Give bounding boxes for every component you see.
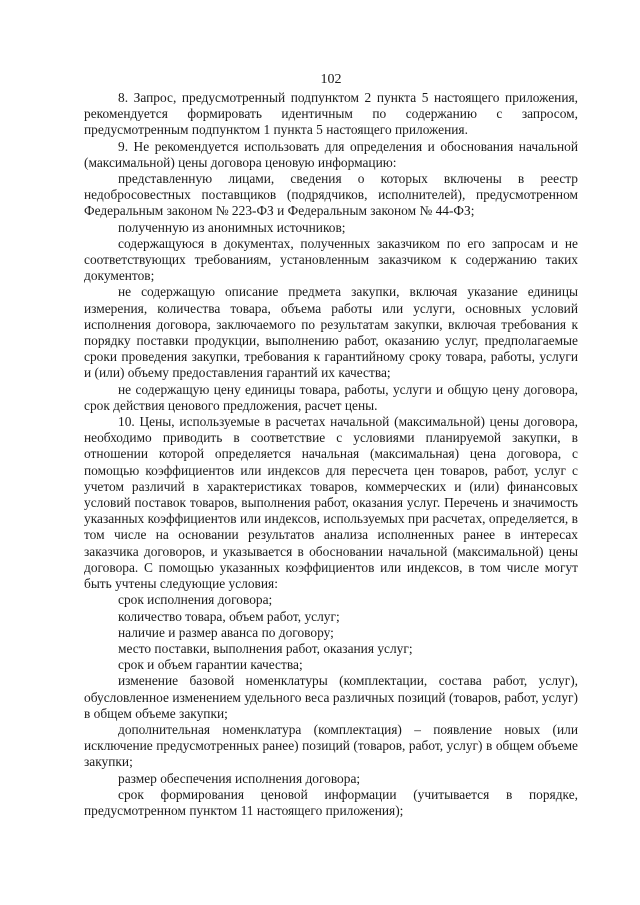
list-item: размер обеспечения исполнения договора; <box>118 770 361 786</box>
list-item: содержащуюся в документах, полученных заказчиком по его запросам и не соответствующих требованиям, установленным заказчиком к содержанию таких документов; <box>84 235 578 284</box>
list-item: срок исполнения договора; <box>118 592 273 608</box>
list-item: полученную из анонимных источников; <box>118 219 346 235</box>
list-item: дополнительная номенклатура (комплектация) – появление новых (или исключение предусмотренных ранее) позиций (товаров, работ, услуг) в общем объеме закупки; <box>84 721 578 770</box>
list-item: не содержащую цену единицы товара, работы, услуги и общую цену договора, срок действия ценового предложения, расчет цены. <box>84 381 578 413</box>
list-item: не содержащую описание предмета закупки, включая указание единицы измерения, количества товара, объема работы или услуги, основных условий исполнения договора, заключаемого по результатам закупки, включая требования к порядку поставки продукции, выполнению работ, оказанию услуг, предполагаемые сроки проведения закупки, требования к гарантийному сроку товара, работы, услуги и (или) объему предоставления гарантий их качества; <box>84 284 578 381</box>
page-number: 102 <box>320 72 342 87</box>
list-item: место поставки, выполнения работ, оказания услуг; <box>118 640 413 656</box>
list-item: представленную лицами, сведения о которых включены в реестр недобросовестных поставщиков (подрядчиков, исполнителей), предусмотренном Федеральным законом № 223-ФЗ и Федеральным законом № 44-ФЗ; <box>84 171 578 219</box>
paragraph-10: 10. Цены, используемые в расчетах начальной (максимальной) цены договора, необходимо приводить в соответствие с условиями планируемой закупки, в отношении которой определяется начальная (максимальная) цена договора, с помощью коэффициентов или индексов для пересчета цен товаров, работ, услуг с учетом различий в характеристиках товаров, коммерческих и (или) финансовых условий поставок товаров, выполнения работ, оказания услуг. Перечень и значимость указанных коэффициентов или индексов, используемых при расчетах, определяется, в том числе на основании результатов анализа исполненных ранее в интересах заказчика договоров, и указывается в обосновании начальной (максимальной) цены договора. С помощью указанных коэффициентов или индексов, в том числе могут быть учтены следующие условия: <box>84 414 578 592</box>
list-item: наличие и размер аванса по договору; <box>118 624 334 640</box>
document-body <box>84 90 578 819</box>
paragraph-9: 9. Не рекомендуется использовать для определения и обоснования начальной (максимальной) цены договора ценовую информацию: <box>84 138 578 170</box>
list-item: срок и объем гарантии качества; <box>118 657 303 673</box>
list-item: изменение базовой номенклатуры (комплектации, состава работ, услуг), обусловленное изменением удельного веса различных позиций (товаров, работ, услуг) в общем объеме закупки; <box>84 673 578 721</box>
list-item: срок формирования ценовой информации (учитывается в порядке, предусмотренном пунктом 11 настоящего приложения); <box>84 786 578 818</box>
list-item: количество товара, объем работ, услуг; <box>118 608 340 624</box>
paragraph-8: 8. Запрос, предусмотренный подпунктом 2 пункта 5 настоящего приложения, рекомендуется формировать идентичным по содержанию с запросом, предусмотренным подпунктом 1 пункта 5 настоящего приложения. <box>84 90 578 138</box>
